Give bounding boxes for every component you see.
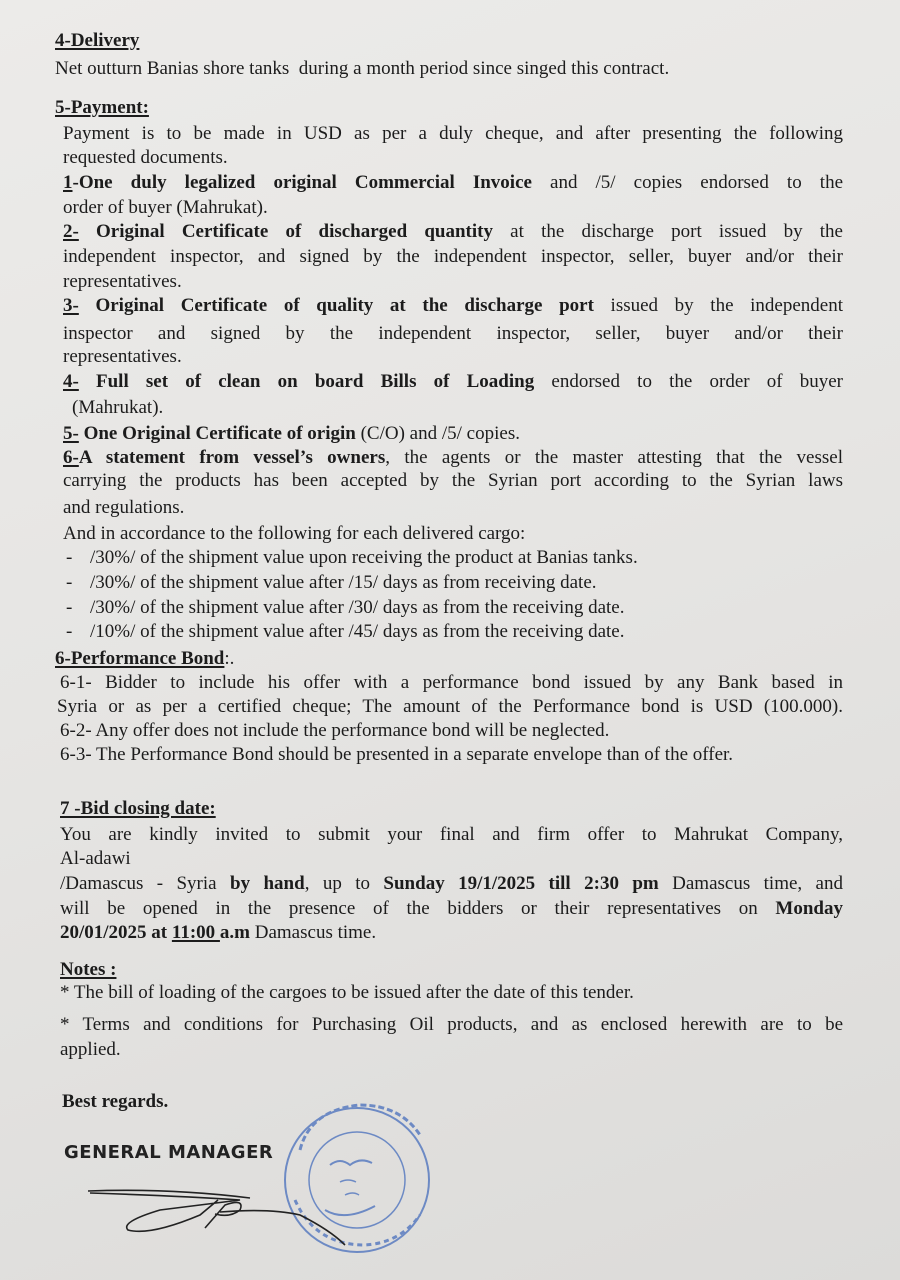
- bold-text: A statement from vessel’s owners: [78, 447, 386, 468]
- stamp-seal: [285, 1105, 429, 1252]
- signature-title: GENERAL MANAGER: [64, 1142, 274, 1163]
- text-segment: applied.: [60, 1039, 121, 1060]
- text-segment: (Mahrukat).: [72, 397, 164, 418]
- text-segment: 6-1- Bidder to include his offer with a performance bond issued by any Bank based in: [60, 672, 843, 693]
- text-segment: issued by the independent: [593, 295, 843, 316]
- heading-text: 5-Payment:: [55, 97, 149, 118]
- text-segment: and regulations.: [63, 497, 185, 518]
- text-segment: representatives.: [63, 346, 182, 367]
- bold-text: -One duly legalized original Commercial Invoice: [72, 172, 532, 193]
- text-segment: and /5/ copies endorsed to the: [531, 172, 843, 193]
- heading-text: 3-: [63, 295, 79, 316]
- bullet-dash: -: [66, 572, 73, 593]
- text-segment: endorsed to the order of buyer: [534, 371, 843, 392]
- text-segment: , up to: [304, 873, 384, 894]
- text-segment: You are kindly invited to submit your final and firm offer to Mahrukat Company,: [60, 824, 843, 845]
- text-segment: inspector and signed by the independent inspector, seller, buyer and/or their: [63, 323, 843, 344]
- bold-text: Full set of clean on board Bills of Loading: [78, 371, 535, 392]
- text-segment: Damascus time, and: [658, 873, 843, 894]
- heading-text: 6-Performance Bond: [55, 648, 225, 669]
- heading-text: 6-: [63, 447, 79, 468]
- text-segment: /30%/ of the shipment value after /15/ days as from receiving date.: [90, 572, 597, 593]
- bold-text: One Original Certificate of origin: [78, 423, 356, 444]
- bold-text: a.m: [219, 922, 250, 943]
- text-segment: 6-3- The Performance Bond should be presented in a separate envelope than of the offer.: [60, 744, 734, 765]
- text-segment: /30%/ of the shipment value upon receiving the product at Banias tanks.: [90, 547, 638, 568]
- heading-text: 4-: [63, 371, 79, 392]
- bold-text: Sunday 19/1/2025 till 2:30 pm: [383, 873, 659, 894]
- text-segment: 6-2- Any offer does not include the performance bond will be neglected.: [60, 720, 610, 741]
- heading-text: Notes :: [60, 959, 117, 980]
- text-segment: carrying the products has been accepted by the Syrian port according to the Syrian laws: [63, 470, 843, 491]
- bold-text: Best regards.: [62, 1091, 169, 1112]
- text-segment: Syria or as per a certified cheque; The amount of the Performance bond is USD (100.000).: [57, 696, 843, 717]
- text-segment: And in accordance to the following for each delivered cargo:: [63, 523, 526, 544]
- text-segment: * Terms and conditions for Purchasing Oil products, and as enclosed herewith are to be: [60, 1014, 843, 1035]
- heading-text: 1: [63, 172, 73, 193]
- text-segment: Net outturn Banias shore tanks during a month period since singed this contract.: [55, 58, 670, 79]
- text-segment: /10%/ of the shipment value after /45/ days as from the receiving date.: [90, 621, 625, 642]
- bullet-dash: -: [66, 597, 73, 618]
- text-segment: order of buyer (Mahrukat).: [63, 197, 268, 218]
- text-segment: * The bill of loading of the cargoes to be issued after the date of this tender.: [60, 982, 634, 1003]
- text-segment: (C/O) and /5/ copies.: [355, 423, 520, 444]
- bullet-dash: -: [66, 547, 73, 568]
- text-segment: at the discharge port issued by the: [493, 221, 843, 242]
- bold-text: by hand: [230, 873, 305, 894]
- text-segment: independent inspector, and signed by the independent inspector, seller, buyer and/or their: [63, 246, 843, 267]
- heading-text: 5-: [63, 423, 79, 444]
- bold-text: Original Certificate of discharged quantity: [78, 221, 493, 242]
- text-segment: Al-adawi: [60, 848, 131, 869]
- text-segment: /30%/ of the shipment value after /30/ days as from the receiving date.: [90, 597, 625, 618]
- text-segment: /Damascus - Syria: [60, 873, 231, 894]
- text-segment: Damascus time.: [250, 922, 377, 943]
- bold-text: Monday: [775, 898, 843, 919]
- text-segment: representatives.: [63, 271, 182, 292]
- text-segment: Payment is to be made in USD as per a duly cheque, and after presenting the following: [63, 123, 843, 144]
- text-segment: requested documents.: [63, 147, 228, 168]
- text-segment: , the agents or the master attesting that the vessel: [385, 447, 843, 468]
- text-segment: :.: [224, 648, 235, 669]
- heading-text: 7 -Bid closing date:: [60, 798, 216, 819]
- heading-text: 11:00: [171, 922, 220, 943]
- text-segment: will be opened in the presence of the bidders or their representatives on: [60, 898, 776, 919]
- bold-text: Original Certificate of quality at the discharge port: [78, 295, 594, 316]
- bold-text: 20/01/2025 at: [60, 922, 172, 943]
- handwritten-signature: [88, 1190, 345, 1245]
- heading-text: 2-: [63, 221, 79, 242]
- heading-text: 4-Delivery: [55, 30, 140, 51]
- bullet-dash: -: [66, 621, 73, 642]
